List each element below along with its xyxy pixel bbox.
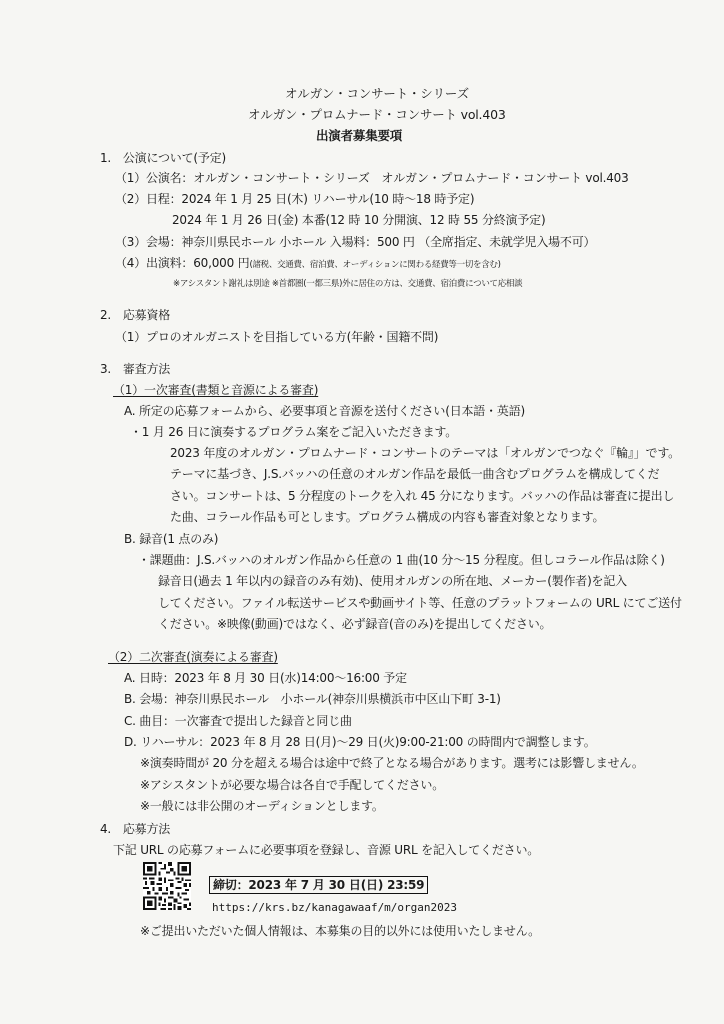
deadline-box: 締切：2023 年 7 月 30 日(日) 23:59 [209, 876, 428, 894]
theme-text-2: テーマに基づき、J.S.バッハの任意のオルガン作品を最低一曲含むプログラムを構成してくだ [170, 467, 660, 481]
program-bullet: ・1 月 26 日に演奏するプログラム案をご記入いただきます。 [130, 425, 458, 439]
privacy-note: ※ご提出いただいた個人情報は、本募集の目的以外には使用いたしません。 [140, 924, 540, 938]
second-screening-program: C. 曲目：一次審査で提出した録音と同じ曲 [124, 714, 352, 728]
eligibility: （1）プロのオルガニストを目指している方(年齢・国籍不問) [115, 330, 439, 344]
theme-text-4: た曲、コラール作品も可とします。プログラム構成の内容も審査対象となります。 [170, 510, 605, 524]
application-instructions: 下記 URL の応募フォームに必要事項を登録し、音源 URL を記入してください。 [113, 843, 540, 857]
first-screening-heading: （1）一次審査(書類と音源による審査) [113, 383, 319, 397]
recording-text-2: 録音日(過去 1 年以内の録音のみ有効)、使用オルガンの所在地、メーカー(製作者)を記入 [158, 574, 627, 588]
schedule-rehearsal: （2）日程：2024 年 1 月 25 日(木) リハーサル(10 時〜18 時予定) [115, 192, 475, 206]
theme-text-1: 2023 年度のオルガン・プロムナード・コンサートのテーマは「オルガンでつなぐ『輪』」です。 [170, 446, 680, 460]
concert-name: オルガン・プロムナード・コンサート vol.403 [248, 107, 506, 122]
schedule-performance: 2024 年 1 月 26 日(金) 本番(12 時 10 分開演、12 時 55 分終演予定) [172, 213, 546, 227]
second-screening-venue: B. 会場：神奈川県民ホール 小ホール(神奈川県横浜市中区山下町 3-1) [124, 692, 501, 706]
venue-and-fee: （3）会場：神奈川県民ホール 小ホール 入場料：500 円 （全席指定、未就学児入場不可） [115, 235, 596, 249]
section-3-heading: 3. 審査方法 [100, 362, 171, 376]
recording-text-1: ・課題曲：J.S.バッハのオルガン作品から任意の 1 曲(10 分〜15 分程度。但しコラール作品は除く) [138, 553, 665, 567]
application-url[interactable]: https://krs.bz/kanagawaaf/m/organ2023 [212, 901, 458, 914]
deadline [209, 877, 428, 893]
assistant-self-note: ※アシスタントが必要な場合は各自で手配してください。 [140, 778, 445, 792]
recording-text-3: してください。ファイル転送サービスや動画サイト等、任意のプラットフォームの URL にてご送付 [158, 596, 682, 610]
performance-name: （1）公演名：オルガン・コンサート・シリーズ オルガン・プロムナード・コンサート vol.403 [115, 171, 629, 185]
appearance-fee [115, 255, 501, 273]
appearance-fee-amount: （4）出演料：60,000 円 [115, 256, 250, 270]
second-screening-rehearsal: D. リハーサル：2023 年 8 月 28 日(月)〜29 日(火)9:00-21:00 の時間内で調整します。 [124, 735, 596, 749]
section-4-heading: 4. 応募方法 [100, 822, 171, 836]
duration-note: ※演奏時間が 20 分を超える場合は途中で終了となる場合があります。選考には影響しません。 [140, 756, 644, 770]
assistant-note: ※アシスタント謝礼は別途 ※首都圏(一都三県)外に居住の方は、交通費、宿泊費について応相談 [173, 279, 523, 289]
theme-text-3: さい。コンサートは、5 分程度のトークを入れ 45 分になります。バッハの作品は審査に提出し [170, 489, 675, 503]
page-title: 出演者募集要項 [316, 128, 403, 143]
section-2-heading: 2. 応募資格 [100, 308, 171, 322]
first-screening-a: A. 所定の応募フォームから、必要事項と音源を送付ください(日本語・英語) [124, 404, 525, 418]
series-name: オルガン・コンサート・シリーズ [285, 86, 469, 101]
recording-text-4: ください。※映像(動画)ではなく、必ず録音(音のみ)を提出してください。 [158, 617, 552, 631]
second-screening-date: A. 日時：2023 年 8 月 30 日(水)14:00〜16:00 予定 [124, 671, 407, 685]
closed-audition-note: ※一般には非公開のオーディションとします。 [140, 799, 384, 813]
section-1-heading: 1. 公演について(予定) [100, 151, 226, 165]
recording-heading: B. 録音(1 点のみ) [124, 532, 219, 546]
second-screening-heading: （2）二次審査(演奏による審査) [108, 650, 278, 664]
appearance-fee-note: (諸税、交通費、宿泊費、オーディションに関わる経費等一切を含む) [249, 260, 501, 270]
qr-code-icon[interactable] [143, 862, 191, 910]
